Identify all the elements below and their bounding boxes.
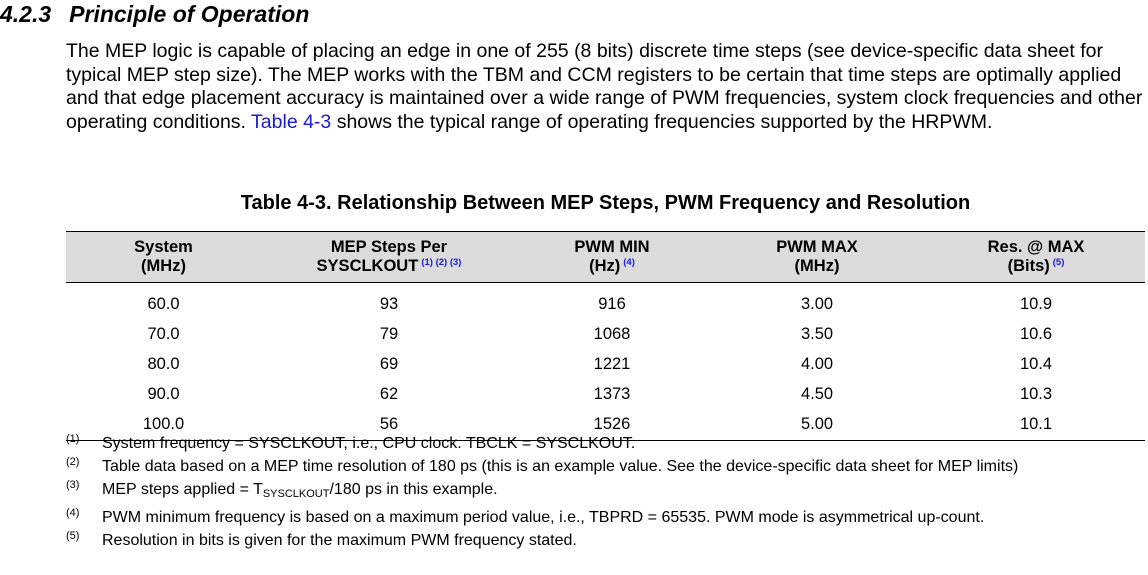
cell-mep-steps: 56 [261,410,517,441]
footnote-mark: (4) [66,507,80,519]
table-header-row [66,232,1145,283]
cell-resolution: 10.1 [927,410,1145,441]
header-mep-steps [261,232,517,283]
header-system [66,232,261,283]
cell-system: 60.0 [147,294,180,313]
header-pwm-min-line2: (Hz) [589,257,621,275]
cell-pwm-max: 3.00 [800,294,834,313]
section-number: 4.2.3 [0,1,52,27]
cell-pwm-max: 3.50 [800,324,834,343]
intro-text: The MEP logic is capable of placing an edge in one of 255 (8 bits) discrete time steps (see device-specific data sheet for typical MEP step size). The MEP works with the TBM and CCM registers to be certain that time steps are optimally applied and that edge placement accuracy is maintained over a wide range of PWM frequencies, system clock frequencies and other operating conditions. [66,40,1143,133]
header-pwm-max-line2: (MHz) [794,257,840,275]
footnote-text: Resolution in bits is given for the maximum PWM frequency stated. [102,532,577,549]
cell-mep-steps: 93 [379,294,399,313]
header-resolution [927,232,1145,283]
cell-pwm-min: 1373 [593,385,631,404]
footnote-ref-5[interactable]: (5) [1052,256,1065,268]
intro-paragraph [66,40,1146,134]
footnote-text: MEP steps applied = T [102,481,263,498]
footnote-mark: (1) [66,433,80,445]
cell-mep-steps: 62 [379,385,399,404]
header-pwm-min [517,232,707,283]
header-system-line2: (MHz) [141,257,186,275]
table-row [66,283,1145,320]
cell-system: 90.0 [147,385,180,404]
footnote-text: System frequency = SYSCLKOUT, i.e., CPU clock. TBCLK = SYSCLKOUT. [102,435,636,452]
footnote-mark: (3) [66,479,80,491]
cell-pwm-min: 916 [598,294,626,313]
frequency-table [66,231,1145,441]
cell-pwm-max: 4.00 [800,354,834,373]
footnote-item [66,434,1145,453]
table-footnotes [66,434,1145,554]
header-res-line2: (Bits) [1007,257,1050,275]
header-mep-line2: SYSCLKOUT [316,257,419,275]
footnote-ref-4[interactable]: (4) [623,256,635,268]
table-row [66,319,1145,349]
header-pwm-max [707,232,927,283]
cell-pwm-max: 5.00 [707,410,927,441]
cell-pwm-min: 1221 [593,354,631,373]
section-heading [0,0,309,28]
footnote-item [66,457,1145,476]
header-mep-line1: MEP Steps Per [330,238,448,256]
cell-system: 100.0 [66,410,261,441]
cell-pwm-min: 1068 [593,324,631,343]
table-row [66,349,1145,379]
footnote-mark: (5) [66,530,80,542]
cell-resolution: 10.9 [1019,294,1053,313]
table-reference-link[interactable]: Table 4-3 [251,110,332,133]
cell-mep-steps: 69 [379,354,399,373]
footnote-mark: (2) [66,456,80,468]
header-res-line1: Res. @ MAX [987,238,1085,256]
table-caption: Table 4-3. Relationship Between MEP Steps, PWM Frequency and Resolution [240,192,971,214]
cell-resolution: 10.6 [1019,324,1053,343]
header-pwm-min-line1: PWM MIN [574,238,650,256]
cell-system: 70.0 [147,324,180,343]
footnote-subscript: SYSCLKOUT [262,488,330,500]
footnote-ref-1-2-3[interactable]: (1) (2) (3) [421,256,462,268]
footnote-text: Table data based on a MEP time resolution of 180 ps (this is an example value. See the device-specific data sheet for MEP limits) [102,458,1019,475]
cell-mep-steps: 79 [379,324,399,343]
header-pwm-max-line1: PWM MAX [776,238,858,256]
footnote-text-end: /180 ps in this example. [329,481,498,498]
cell-system: 80.0 [147,354,180,373]
section-title: Principle of Operation [69,1,310,27]
header-system-line1: System [134,238,193,256]
footnote-item [66,480,1145,504]
cell-pwm-min: 1526 [517,410,707,441]
footnote-text: PWM minimum frequency is based on a maximum period value, i.e., TBPRD = 65535. PWM mode is asymmetrical up-count. [102,509,985,526]
cell-pwm-max: 4.50 [800,385,834,404]
footnote-item [66,508,1145,527]
intro-text-end: shows the typical range of operating frequencies supported by the HRPWM. [336,110,993,133]
footnote-item [66,531,1145,550]
cell-resolution: 10.4 [1019,354,1053,373]
table-row [66,380,1145,410]
cell-resolution: 10.3 [1019,385,1053,404]
